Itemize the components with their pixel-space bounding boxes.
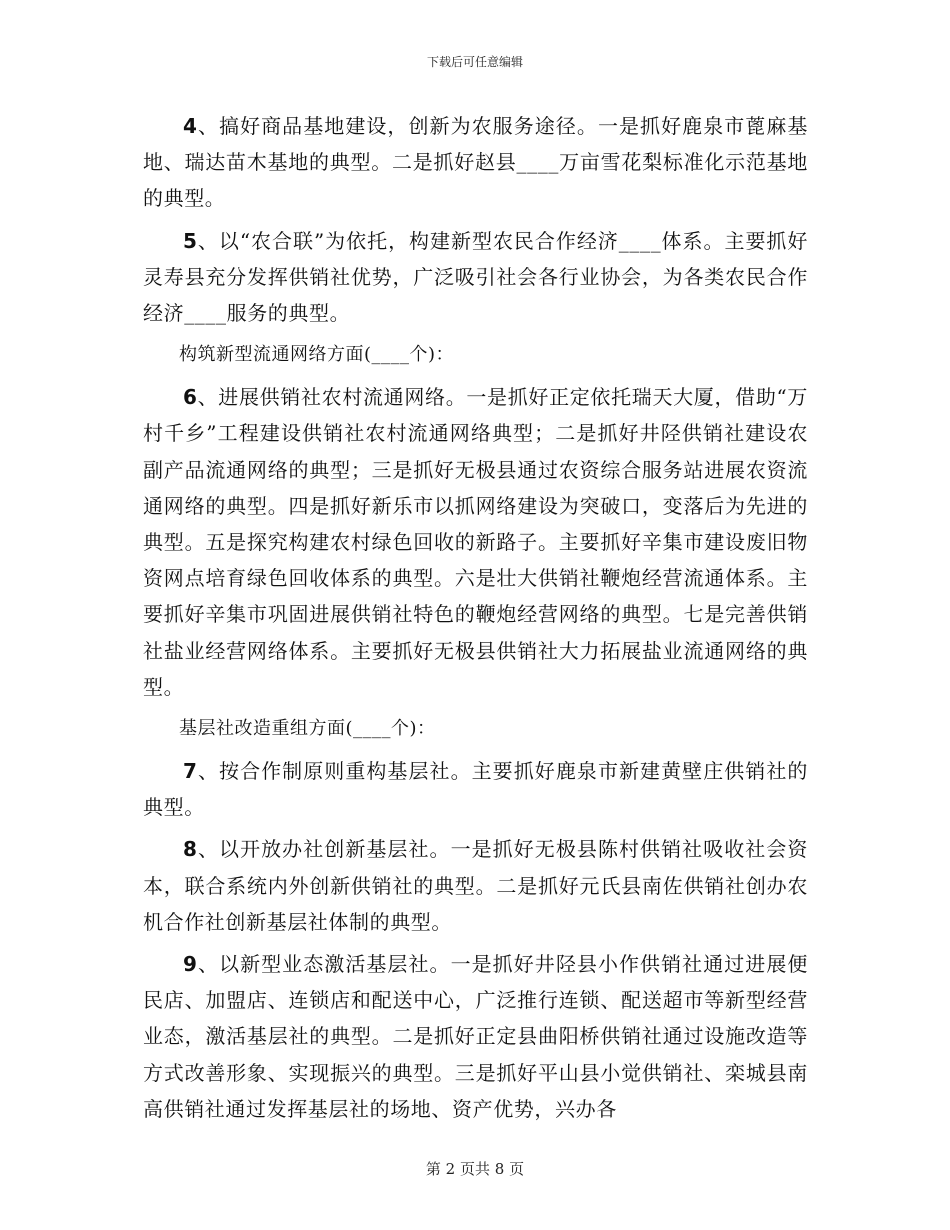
paragraph-text: 、以“农合联”为依托，构建新型农民合作经济____体系。主要抓好灵寿县充分发挥供销社优势，广泛吸引社会各行业协会，为各类农民合作经济____服务的典型。 xyxy=(143,228,808,326)
paragraph-text: 、以开放办社创新基层社。一是抓好无极县陈村供销社吸收社会资本，联合系统内外创新供销社的典型。二是抓好元氏县南佐供销社创办农机合作社创新基层社体制的典型。 xyxy=(143,837,808,934)
item-number: 5 xyxy=(183,228,198,253)
page-footer: 第 2 页共 8 页 xyxy=(425,1160,525,1178)
item-number: 8 xyxy=(183,837,198,862)
document-body xyxy=(143,108,808,1133)
paragraph-5 xyxy=(143,223,808,332)
paragraph-text: 、按合作制原则重构基层社。主要抓好鹿泉市新建黄壁庄供销社的典型。 xyxy=(143,759,808,820)
paragraph-text: 、以新型业态激活基层社。一是抓好井陉县小作供销社通过进展便民店、加盟店、连锁店和配送中心，广泛推行连锁、配送超市等新型经营业态，激活基层社的典型。二是抓好正定县曲阳桥供销社通过设施改造等方式改善形象、实现振兴的典型。三是抓好平山县小觉供销社、栾城县南高供销社通过发挥基层社的场地、资产优势，兴办各 xyxy=(143,952,808,1121)
paragraph-7 xyxy=(143,753,808,825)
paragraph-text: 、进展供销社农村流通网络。一是抓好正定依托瑞天大厦，借助“万村千乡”工程建设供销社农村流通网络典型；二是抓好井陉供销社建设农副产品流通网络的典型；三是抓好无极县通过农资综合服务站进展农资流通网络的典型。四是抓好新乐市以抓网络建设为突破口，变落后为先进的典型。五是探究构建农村绿色回收的新路子。主要抓好辛集市建设废旧物资网点培育绿色回收体系的典型。六是壮大供销社鞭炮经营流通体系。主要抓好辛集市巩固进展供销社特色的鞭炮经营网络的典型。七是完善供销社盐业经营网络体系。主要抓好无极县供销社大力拓展盐业流通网络的典型。 xyxy=(143,385,808,699)
section-heading-reform: 基层社改造重组方面(____个)： xyxy=(179,718,436,740)
paragraph-4 xyxy=(143,108,808,217)
paragraph-9 xyxy=(143,946,808,1127)
paragraph-8 xyxy=(143,831,808,940)
item-number: 9 xyxy=(183,952,198,977)
item-number: 4 xyxy=(183,114,198,138)
paragraph-6 xyxy=(143,379,808,705)
item-number: 7 xyxy=(183,759,198,784)
paragraph-text: 、搞好商品基地建设，创新为农服务途径。一是抓好鹿泉市蓖麻基地、瑞达苗木基地的典型。二是抓好赵县____万亩雪花梨标准化示范基地的典型。 xyxy=(143,114,808,211)
section-heading-circulation: 构筑新型流通网络方面(____个)： xyxy=(179,344,455,366)
page-header: 下载后可任意编辑 xyxy=(426,55,523,69)
item-number: 6 xyxy=(183,385,198,410)
